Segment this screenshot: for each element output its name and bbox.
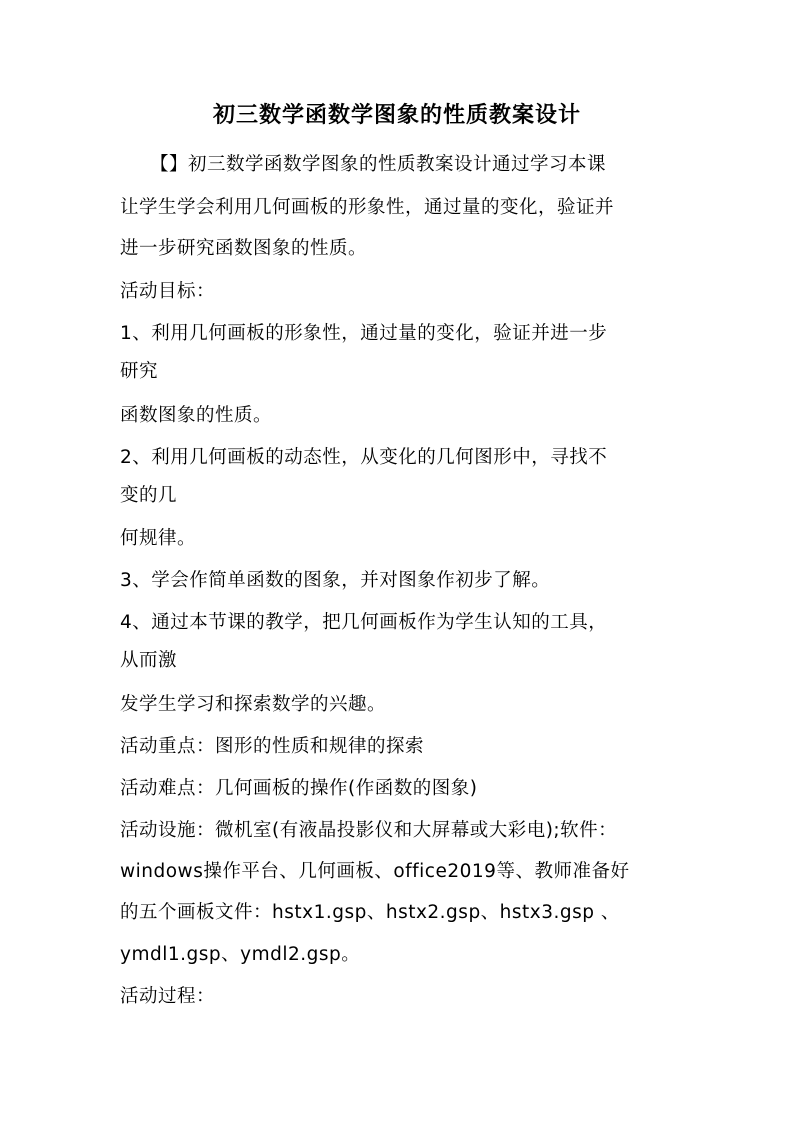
goal-3-line-1: 3、学会作简单函数的图象，并对图象作初步了解。 [120,570,551,591]
activity-facilities-line-2: windows操作平台、几何画板、office2019等、教师准备好 [120,861,630,882]
goal-2-line-1: 2、利用几何画板的动态性，从变化的几何图形中，寻找不 [120,447,608,468]
activity-focus: 活动重点：图形的性质和规律的探索 [120,736,425,757]
activity-facilities-line-4: ymdl1.gsp、ymdl2.gsp。 [120,944,361,965]
document-title: 初三数学函数学图象的性质教案设计 [212,102,581,128]
goal-1-line-3: 函数图象的性质。 [120,405,273,426]
goal-4-line-3: 发学生学习和探索数学的兴趣。 [120,694,387,715]
paragraph-line-1: 【】初三数学函数学图象的性质教案设计通过学习本课 [150,154,607,175]
goal-4-line-2: 从而激 [120,650,178,671]
section-heading-goals: 活动目标： [120,281,216,302]
goal-1-line-1: 1、利用几何画板的形象性，通过量的变化，验证并进一步 [120,323,608,344]
paragraph-line-2: 让学生学会利用几何画板的形象性，通过量的变化，验证并 [120,197,615,218]
goal-2-line-2: 变的几 [120,485,178,506]
goal-1-line-2: 研究 [120,361,159,382]
goal-4-line-1: 4、通过本节课的教学，把几何画板作为学生认知的工具， [120,612,608,633]
activity-facilities-line-1: 活动设施：微机室(有液晶投影仪和大屏幕或大彩电);软件： [120,820,618,841]
activity-difficulty: 活动难点：几何画板的操作(作函数的图象) [120,778,478,799]
activity-facilities-line-3: 的五个画板文件：hstx1.gsp、hstx2.gsp、hstx3.gsp 、 [120,902,620,923]
goal-2-line-3: 何规律。 [120,528,197,549]
section-heading-process: 活动过程： [120,986,216,1007]
paragraph-line-3: 进一步研究函数图象的性质。 [120,238,368,259]
